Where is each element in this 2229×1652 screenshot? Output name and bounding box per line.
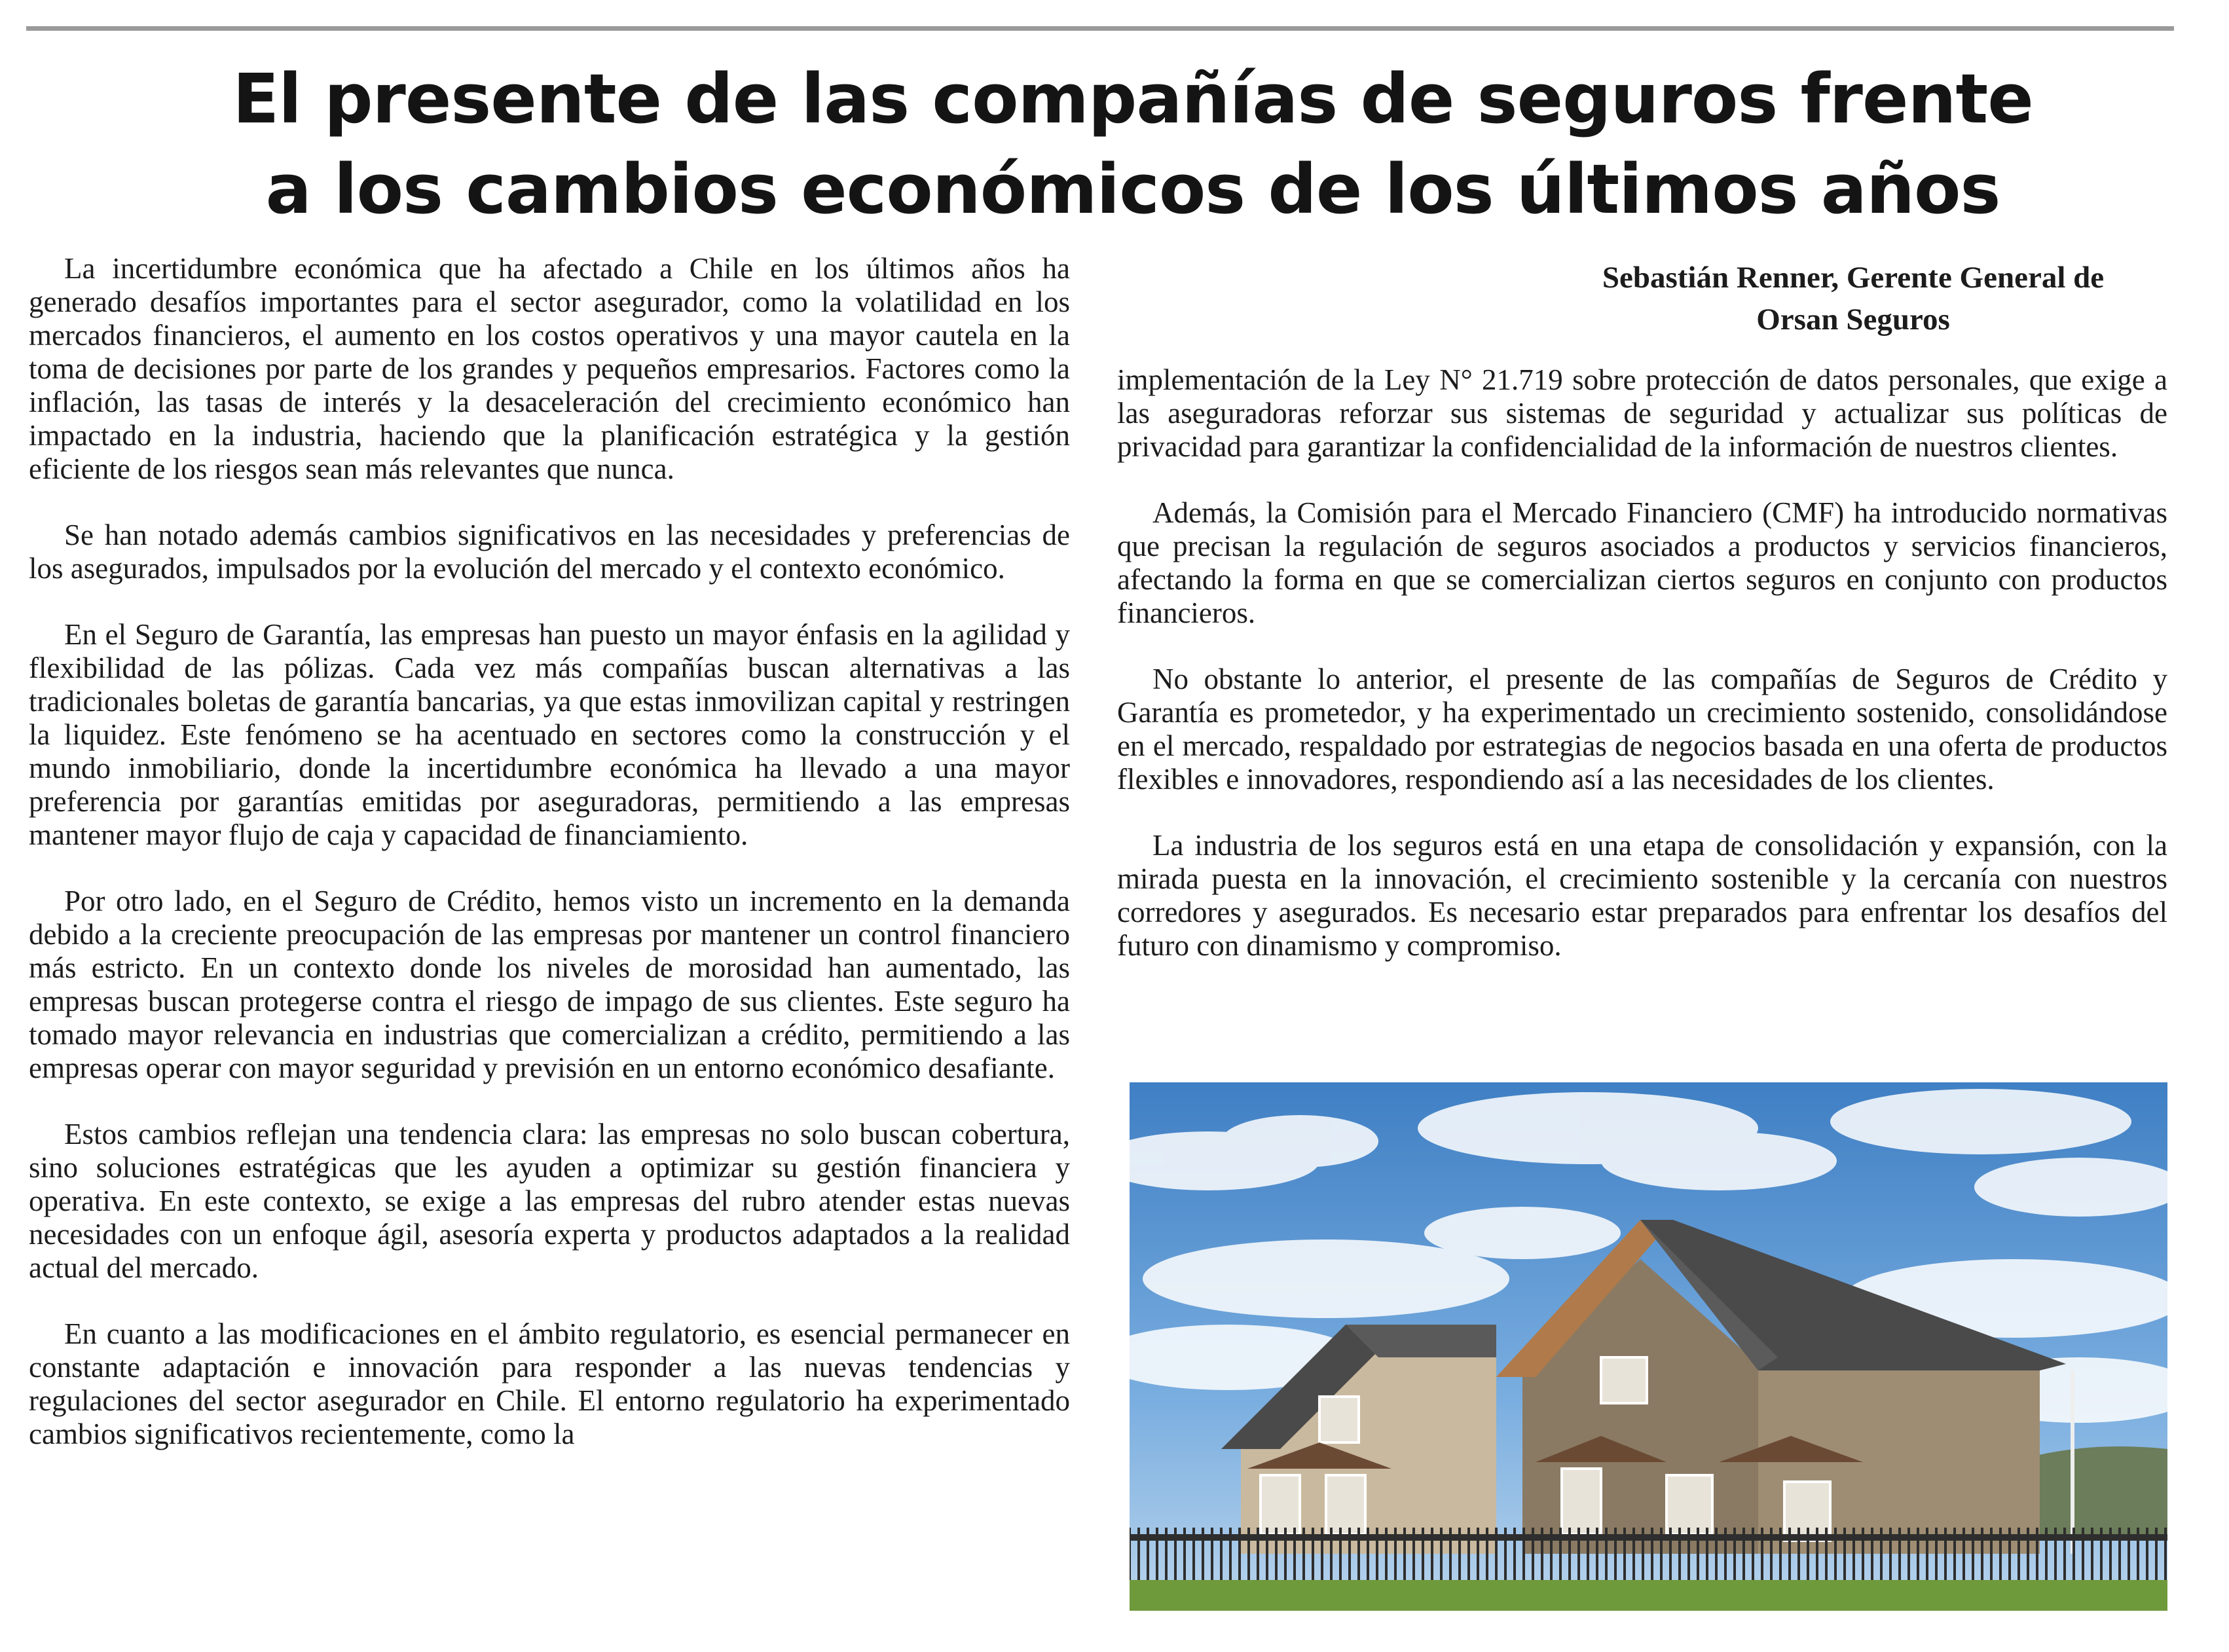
paragraph: No obstante lo anterior, el presente de las compañías de Seguros de Crédito y Garantía es prometedor, y ha experimentado un crecimiento sostenido, consolidándose en el mercado, respaldado por estrategias de negocios basada en una oferta de productos flexibles e innovadores, respondiendo así a las necesidades de los clientes. xyxy=(1117,663,2167,796)
right-column xyxy=(1117,363,2167,963)
paragraph: La incertidumbre económica que ha afectado a Chile en los últimos años ha generado desafíos importantes para el sector asegurador, como la volatilidad en los mercados financieros, el aumento en los costos operativos y una mayor cautela en la toma de decisiones por parte de los grandes y pequeños empresarios. Factores como la inflación, las tasas de interés y la desaceleración del crecimiento económico han impactado en la industria, haciendo que la planificación estratégica y la gestión eficiente de los riesgos sean más relevantes que nunca. xyxy=(29,252,1070,485)
paragraph: implementación de la Ley N° 21.719 sobre protección de datos personales, que exige a las aseguradoras reforzar sus sistemas de seguridad y actualizar sus políticas de privacidad para garantizar la confidencialidad de la información de nuestros clientes. xyxy=(1117,363,2167,463)
paragraph: Por otro lado, en el Seguro de Crédito, hemos visto un incremento en la demanda debido a la creciente preocupación de las empresas por mantener un control financiero más estricto. En un contexto donde los niveles de morosidad han aumentado, las empresas buscan protegerse contra el riesgo de impago de sus clientes. Este seguro ha tomado mayor relevancia en industrias que comercializan a crédito, permitiendo a las empresas operar con mayor seguridad y previsión en un entorno económico desafiante. xyxy=(29,885,1070,1084)
paragraph: En el Seguro de Garantía, las empresas han puesto un mayor énfasis en la agilidad y flexibilidad de las pólizas. Cada vez más compañías buscan alternativas a las tradicionales boletas de garantía bancarias, ya que estas inmovilizan capital y restringen la liquidez. Este fenómeno se ha acentuado en sectores como la construcción y el mundo inmobiliario, donde la incertidumbre económica ha llevado a una mayor preferencia por garantías emitidas por aseguradoras, permitiendo a las empresas mantener mayor flujo de caja y capacidad de financiamiento. xyxy=(29,618,1070,851)
houses-illustration xyxy=(1130,1082,2167,1611)
headline-line-1: El presente de las compañías de seguros frente xyxy=(232,59,2033,139)
byline-name: Sebastián Renner, Gerente General de xyxy=(1602,261,2105,295)
houses-photo xyxy=(1130,1082,2167,1611)
byline xyxy=(1526,257,2181,340)
paragraph: En cuanto a las modificaciones en el ámbito regulatorio, es esencial permanecer en constante adaptación e innovación para responder a las nuevas tendencias y regulaciones del sector asegurador en Chile. El entorno regulatorio ha experimentado cambios significativos recientemente, como la xyxy=(29,1317,1070,1450)
grass xyxy=(1130,1580,2167,1611)
paragraph: La industria de los seguros está en una etapa de consolidación y expansión, con la mirada puesta en la innovación, el crecimiento sostenible y la cercanía con nuestros corredores y asegurados. Es necesario estar preparados para enfrentar los desafíos del futuro con dinamismo y compromiso. xyxy=(1117,829,2167,962)
left-column xyxy=(29,252,1070,1451)
byline-company: Orsan Seguros xyxy=(1756,303,1950,337)
paragraph: Se han notado además cambios significativos en las necesidades y preferencias de los asegurados, impulsados por la evolución del mercado y el contexto económico. xyxy=(29,519,1070,585)
top-rule xyxy=(26,26,2174,31)
headline xyxy=(26,54,2229,234)
paragraph: Estos cambios reflejan una tendencia clara: las empresas no solo buscan cobertura, sino soluciones estratégicas que les ayuden a optimizar su gestión financiera y operativa. En este contexto, se exige a las empresas del rubro atender estas nuevas necesidades con un enfoque ágil, asesoría experta y productos adaptados a la realidad actual del mercado. xyxy=(29,1118,1070,1284)
headline-line-2: a los cambios económicos de los últimos años xyxy=(265,149,2000,229)
paragraph: Además, la Comisión para el Mercado Financiero (CMF) ha introducido normativas que precisan la regulación de seguros asociados a productos y servicios financieros, afectando la forma en que se comercializan ciertos seguros en conjunto con productos financieros. xyxy=(1117,496,2167,629)
